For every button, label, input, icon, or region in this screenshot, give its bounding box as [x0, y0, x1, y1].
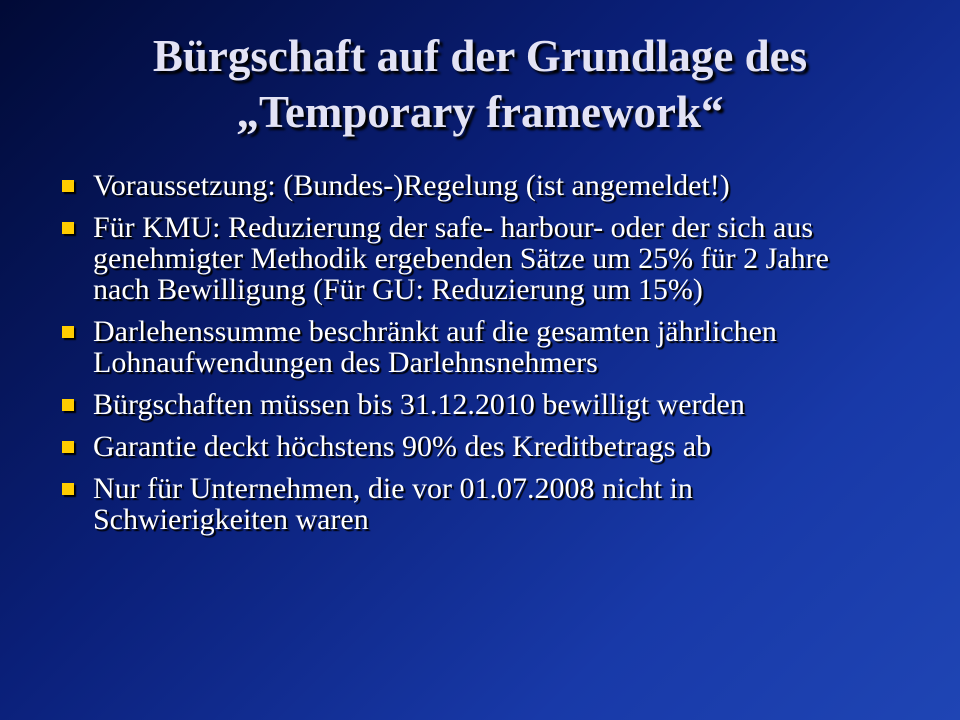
bullet-text: Darlehenssumme beschränkt auf die gesamten jährlichen Lohnaufwendungen des Darlehnsnehmers — [93, 315, 777, 379]
bullet-item — [62, 212, 882, 305]
bullet-item — [62, 431, 882, 462]
square-bullet-icon — [62, 180, 74, 192]
square-bullet-icon — [62, 326, 74, 338]
square-bullet-icon — [62, 399, 74, 411]
bullet-text: Garantie deckt höchstens 90% des Kreditbetrags ab — [93, 430, 712, 463]
bullet-list — [62, 170, 882, 546]
slide-title — [40, 28, 920, 140]
bullet-item — [62, 473, 882, 535]
square-bullet-icon — [62, 441, 74, 453]
bullet-text: Bürgschaften müssen bis 31.12.2010 bewilligt werden — [93, 388, 745, 421]
bullet-text: Nur für Unternehmen, die vor 01.07.2008 nicht in Schwierigkeiten waren — [93, 472, 693, 536]
square-bullet-icon — [62, 483, 74, 495]
square-bullet-icon — [62, 222, 74, 234]
bullet-item — [62, 316, 882, 378]
bullet-text: Voraussetzung: (Bundes-)Regelung (ist angemeldet!) — [93, 169, 730, 202]
bullet-item — [62, 389, 882, 420]
bullet-text: Für KMU: Reduzierung der safe- harbour- oder der sich aus genehmigter Methodik ergebenden Sätze um 25% für 2 Jahre nach Bewilligung (Für GU: Reduzierung um 15%) — [93, 211, 829, 306]
slide-title-line-2: „Temporary framework“ — [236, 87, 724, 137]
bullet-item — [62, 170, 882, 201]
slide-title-line-1: Bürgschaft auf der Grundlage des — [152, 31, 808, 81]
